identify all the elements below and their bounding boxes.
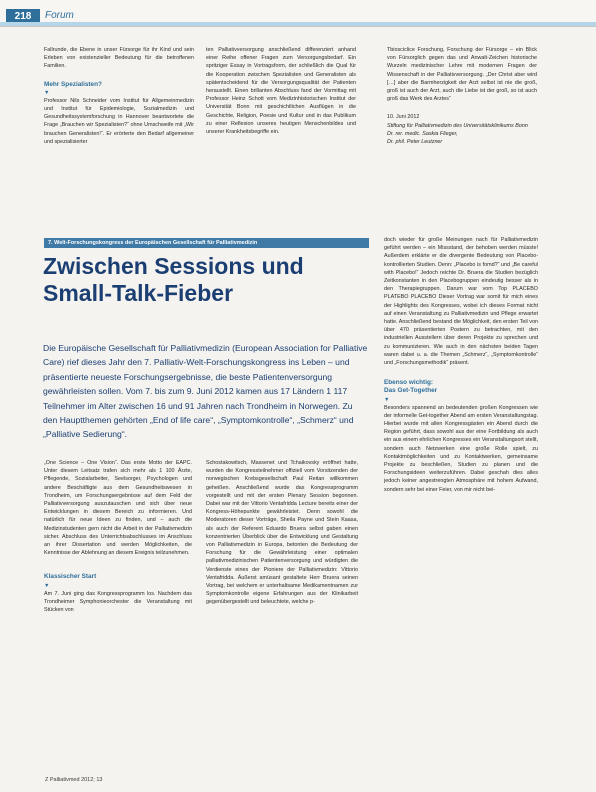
top-column-3	[387, 46, 537, 146]
section-label: Forum	[45, 10, 74, 21]
signature-line: Dr. phil. Peter Leutzner	[387, 139, 443, 146]
bottom-column-2	[206, 459, 358, 607]
subheading: Ebenso wichtig:	[384, 379, 433, 387]
paragraph: Professor Nils Schneider vom Institut für Allgemeinmedizin und Institut für Epidemiologie, Sozialmedizin und Gesundheitssystemforschung in Hannover beantwortete die Frage „Brauchen wir Spezialisten?“ ohne Umschweife mit „Wir brauchen Generalisten!“. Er erörterte den Bedarf allgemeiner und spezialisierter	[44, 97, 194, 145]
bottom-column-3	[384, 236, 538, 494]
signature-date: 10. Juni 2012	[387, 114, 420, 121]
signature-line: Stiftung für Palliativmedizin des Universitätsklinikums Bonn	[387, 122, 528, 129]
footer-citation: Z Palliativmed 2012; 13	[45, 777, 103, 783]
paragraph: Fallrunde, die Ebene in unser Fürsorge für ihr Kind und sein Erleben von existenzieller Bedeutung für die betroffenen Familien.	[44, 47, 194, 70]
triangle-icon: ▼	[44, 582, 50, 589]
page-number: 218	[6, 9, 40, 25]
header-rule	[0, 22, 596, 26]
paragraph: „One Science – One Vision“. Das erste Motto der EAPC. Unter diesem Leitsatz trafen sich mehr als 1 100 Ärzte, Pflegende, Sozialarbeiter, Seelsorger, Psychologen und andere Beschäftigte aus dem Gesundheitswesen in Trondheim, um Forschungsergebnisse auf dem Feld der Palliativversorgung auszutauschen und sich über neue Entwicklungen in diesem Bereich zu informieren. Und natürlich für neue Ideen zu finden, und – auch die Medizinstudenten gern nicht die Arbeit in der Palliativmedizin sicher. Abschluss des Unterrichtsabschlusses im Anschluss an ihrer Dissertation und werden Möglichkeiten, die Kenntnisse der Ablehnung an diesem Ereignis teilzunehmen.	[44, 460, 192, 557]
paragraph: Schostakowitsch, Massenet und Tchaikovsky eröffnet hatte, wurden die Kongressteilnehmer offiziell vom Vorsitzenden der norwegischen Krebsgesellschaft Paul Reitan willkommen geheißen. Anschließend wurde das Kongressprogramm vorgestellt und mit der ersten Plenary Session begonnen. Dabei war mit der Vittorio Ventafridda Lecture bereits einer der Kongress-Höhepunkte gewährleistet. Denn sowohl die Moderatoren dieser Vorträge, Sheila Payne und Stein Kaasa, als auch der Referent Eduardo Bruera selbst gaben einen konzentrierten Überblick über die Entwicklung und Gestaltung von Palliativmedizin in Europa, betonten die Bedeutung der Forschung für die Gewährleistung einer optimalen palliativmedizinischen Patientenversorgung und würdigten die Verdienste eines der Pioniere der Palliativmedizin: Vittorio Ventafridda. Äußerst amüsant gestaltete Herr Bruera seinen Vortrag, bei welchem er unterhaltsame Medikamentnamen zur Symptomkontrolle eigene Erfahrungen aus der Klinikarbeit gegenübergestellt und beleuchtete, welche p-	[206, 460, 358, 606]
top-column-2	[206, 46, 356, 136]
paragraph: Am 7. Juni ging das Kongressprogramm los. Nachdem das Trondheimer Symphonieorchester die Veranstaltung mit Stücken von	[44, 590, 192, 614]
top-column-1	[44, 46, 194, 146]
paragraph: Besonders spannend an bedeutenden großen Kongressen wie der informelle Get-together Abend am ersten Veranstaltungstag. Hierbei wurde mit allen Kongressgästen ein Abend durch die Region geführt, dass sowohl aus der eine Fortbildung als auch ein aus einem ehrlichen Kongresses ein Veranstaltungsort stellt, sondern auch Netzwerken eine große Rolle spielt, zu Kontaktmöglichkeiten und zu Kontaktwerken, gemeinsame Projekte zu beschließen, Studien zu planen und die Forschungsideen weiterzuführen. Dabei geschah dies alles jedoch keiner angestrengten Atmosphäre mit hohem Aufwand, sondern sehr bei einer Feier, von mir nicht bei-	[384, 404, 538, 493]
triangle-icon: ▼	[44, 89, 50, 96]
article-kicker: 7. Welt-Forschungskongress der Europäischen Gesellschaft für Palliativmedizin	[44, 238, 369, 248]
paragraph: doch wieder für große Meinungen nach für Palliativmedizin geführt werden – ein Missstand, der behoben werden müsste! Außerdem erklärte er die divergente Bedeutung von Placebo-kontrollierten Studien. Denn: „Placebo is fomd?“ und „Be careful with Placebo!“ Jedoch reichte Dr. Bruera die Studien bezüglich Zeitkonstanten in den Placebogruppen eindeutig besser als in den Therapiegruppen. Darum war vom Top PLACEBO PLATEBO PLACEBO Dieser Vortrag war somit für mich eines der Highlights des Kongresses, wobei ich dieses Format nicht auf einen Veranstaltung zu Palliativmedizin und Pflege erwartet hatte. Anschließend bestand die Möglichkeit, den ersten Teil von über 470 präsentierten Postern zu betrachten, mit den industriellen Ausstellern über deren Projekte zu sprechen und zu kommunizieren. Wie auch in den nächsten beiden Tagen waren dabei u. a. die Themen „Schmerz“, „Symptomkontrolle“ und „Forschungsmethodik“ präsent.	[384, 237, 538, 367]
bottom-column-1	[44, 459, 192, 614]
paragraph: Tbiosciclice Forschung, Forschung der Fürsorge – ein Blick von Fürsorglich gegen das und Anwalt-Zeichen historische Wurzeln medizinischer Lehre mit modernen Fragen der Wissenschaft in der Palliativversorgung. „Der Christ aber wird […] aber die Barmherzigkeit der Arzt selbst ist nie die groß, groß ist auch der Arzt, auch die Liebe ist der groß, so ist auch groß das Werk des Arztes“	[387, 47, 537, 103]
subheading: Das Get-Together	[384, 387, 438, 395]
page-header	[0, 0, 596, 27]
triangle-icon: ▼	[384, 396, 390, 403]
paragraph: ten Palliativversorgung anschließend differenziert anhand einer Reihe offener Fragen zum Versorgungsbedarf. Ein spritziger Essay in Vortragsform, der schließlich die Qual für die Kooperation zwischen Spezialisten und Generalisten als spätentscheidend für die Versorgungsqualität der Patienten heraustellt. Einen brillanten Abschluss fand der Vormittag mit Professor Heinz Schott vom Medizinhistorischen Institut der Universität Bonn mit geschichtlichen Ausflügen in die Geschichte, Religion, Poesie und Kultur und in das Publikum zu einer Reflexion unseres heutigen Menschenbildes und unserer Krankheitsbegriffe ein.	[206, 47, 356, 136]
subheading: Mehr Spezialisten?	[44, 80, 102, 88]
article-title: Zwischen Sessions und Small-Talk-Fieber	[43, 253, 304, 306]
signature-line: Dr. rer. medic. Saskia Flieger,	[387, 130, 458, 137]
article-lead: Die Europäische Gesellschaft für Palliativmedizin (European Association for Palliative Care) rief dieses Jahr den 7. Palliativ-Welt-Forschungskongress ins Leben – und präsentierte neueste Forschungsergebnisse, die beste Patientenversorgung gewährleisten sollen. Vom 7. bis zum 9. Juni 2012 kamen aus 17 Ländern 1 117 Teilnehmer im Alter zwischen 16 und 91 Jahren nach Trondheim in Norwegen. Zu den Hauptthemen gehörten „End of life care“, „Symptomkontrolle“, „Schmerz“ und „Palliative Sedierung“.	[43, 343, 368, 440]
subheading: Klassischer Start	[44, 573, 97, 581]
